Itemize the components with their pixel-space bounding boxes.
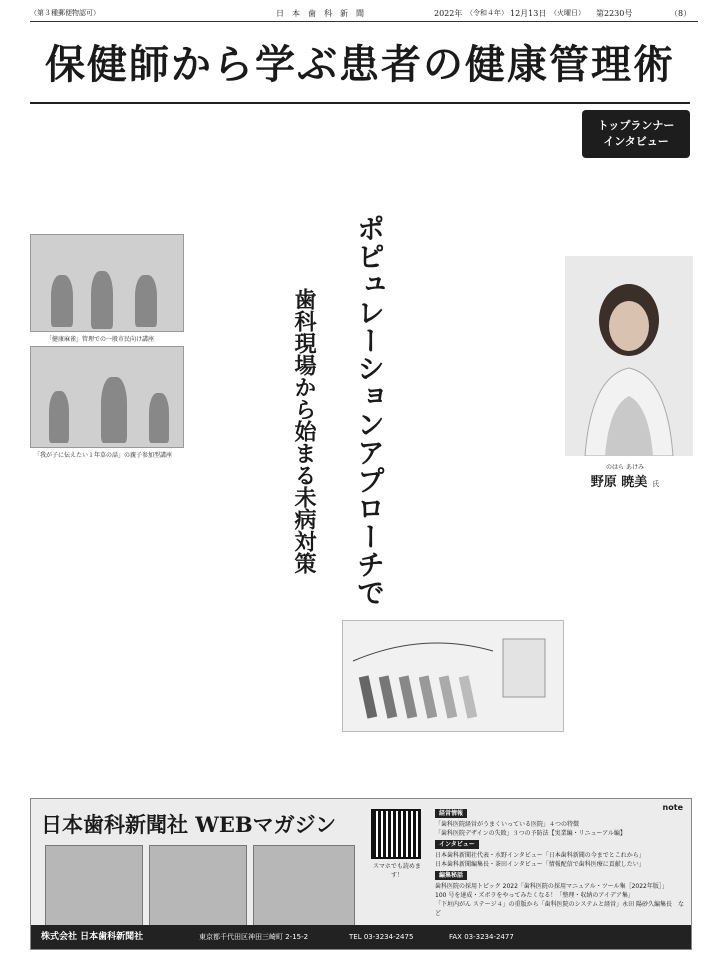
ad-link[interactable]: 「歯科医院経営がうまくいっている医院」４つの特徴 [435,821,580,828]
photo-caption-2: 「我が子に伝えたい１年草の話」の親子参加型講座 [34,452,173,459]
ad-sections [435,807,685,918]
ad-link[interactable]: 日本歯科新聞社代表・水野インタビュー「日本歯科新聞の今までとこれから」 [435,852,645,859]
header-era: （令和４年） [466,9,508,17]
header-rule [30,21,698,22]
sub-headline-approach: ポピュレーションアプローチで [353,214,386,606]
company-tel: TEL 03-3234-2475 [349,933,414,941]
header-year: 2022年 [434,9,463,18]
ad-section-interview [435,838,685,869]
ad-section-editorial [435,869,685,918]
lecture-photo-1 [30,234,184,332]
section-head-interview: インタビュー [435,840,479,849]
ad-thumbnails [45,845,355,925]
note-logo: note [662,803,683,812]
ad-link[interactable]: 「歯科医院デザインの失敗」３つの予防法【実業編・リニューアル編】 [435,830,626,837]
ad-link[interactable]: 日本歯科新聞編集長・茶田インタビュー「情報配信で歯科医療に貢献したい」 [435,861,645,868]
header-page: （8） [670,9,692,18]
lead-text-block [582,164,690,250]
company-name: 株式会社 日本歯科新聞社 [41,932,144,942]
article-column-lower-left [200,510,340,790]
qr-note: スマホでも読めます！ [373,863,421,879]
qr-code[interactable] [371,809,421,859]
company-address: 東京都千代田区神田三崎町 2-15-2 [199,933,309,941]
ad-footer [31,925,691,949]
interviewee-name: 野原 暁美 [590,475,648,490]
ad-thumbnail-3[interactable] [253,845,355,927]
newspaper-name: 日 本 歯 科 新 聞 [276,9,364,18]
badge-line-2: インタビュー [603,135,669,148]
page-title: 保健師から学ぶ患者の健康管理術 [45,41,675,88]
badge-line-1: トップランナー [597,119,675,132]
company-fax: FAX 03-3234-2477 [449,933,514,941]
header-day: 12月13日 [510,9,547,18]
web-magazine-ad [30,798,692,950]
header-weekday: （火曜日） [550,9,585,17]
lecture-photo-2 [30,346,184,448]
interviewee-name-block [560,462,690,490]
ad-link[interactable]: 「下垣内がん ステージ４」の重版から「歯科医院のシステムと経営」永田 陽砂久編集長 など [435,901,684,917]
prevention-diagram [342,620,564,732]
ad-thumbnail-2[interactable] [149,845,247,927]
ad-section-management [435,807,685,838]
ad-logo: 日本歯科新聞社 WEBマガジン [41,812,337,837]
ad-link[interactable]: 歯科医院の採用トピック 2022「歯科医院の採用マニュアル・ツール集［2022年版］」 [435,883,668,890]
article-column-top-left [30,110,170,230]
page-header [30,6,698,22]
header-left-note: （第３種郵便物認可） [30,9,100,17]
interviewee-suffix: 氏 [652,480,660,488]
header-issue: 第2230号 [596,9,633,18]
section-head-editorial: 編集秘話 [435,871,467,880]
section-head-management: 経営情報 [435,809,467,818]
interviewee-reading: のはら あけみ [606,464,644,471]
photo-caption-1: 「健康麻雀」管理での一般市民向け講座 [46,336,155,343]
ad-link[interactable]: 100 号を達成・ズボラをやってみたくなる！「整理・収納のアイデア集」 [435,892,634,899]
interview-badge [582,110,690,158]
sub-headline-prevention: 歯科現場から始まる未病対策 [291,288,317,574]
article-column-right [560,488,690,788]
ad-thumbnail-1[interactable] [45,845,143,927]
title-rule [30,102,690,104]
interviewee-portrait [565,256,693,456]
